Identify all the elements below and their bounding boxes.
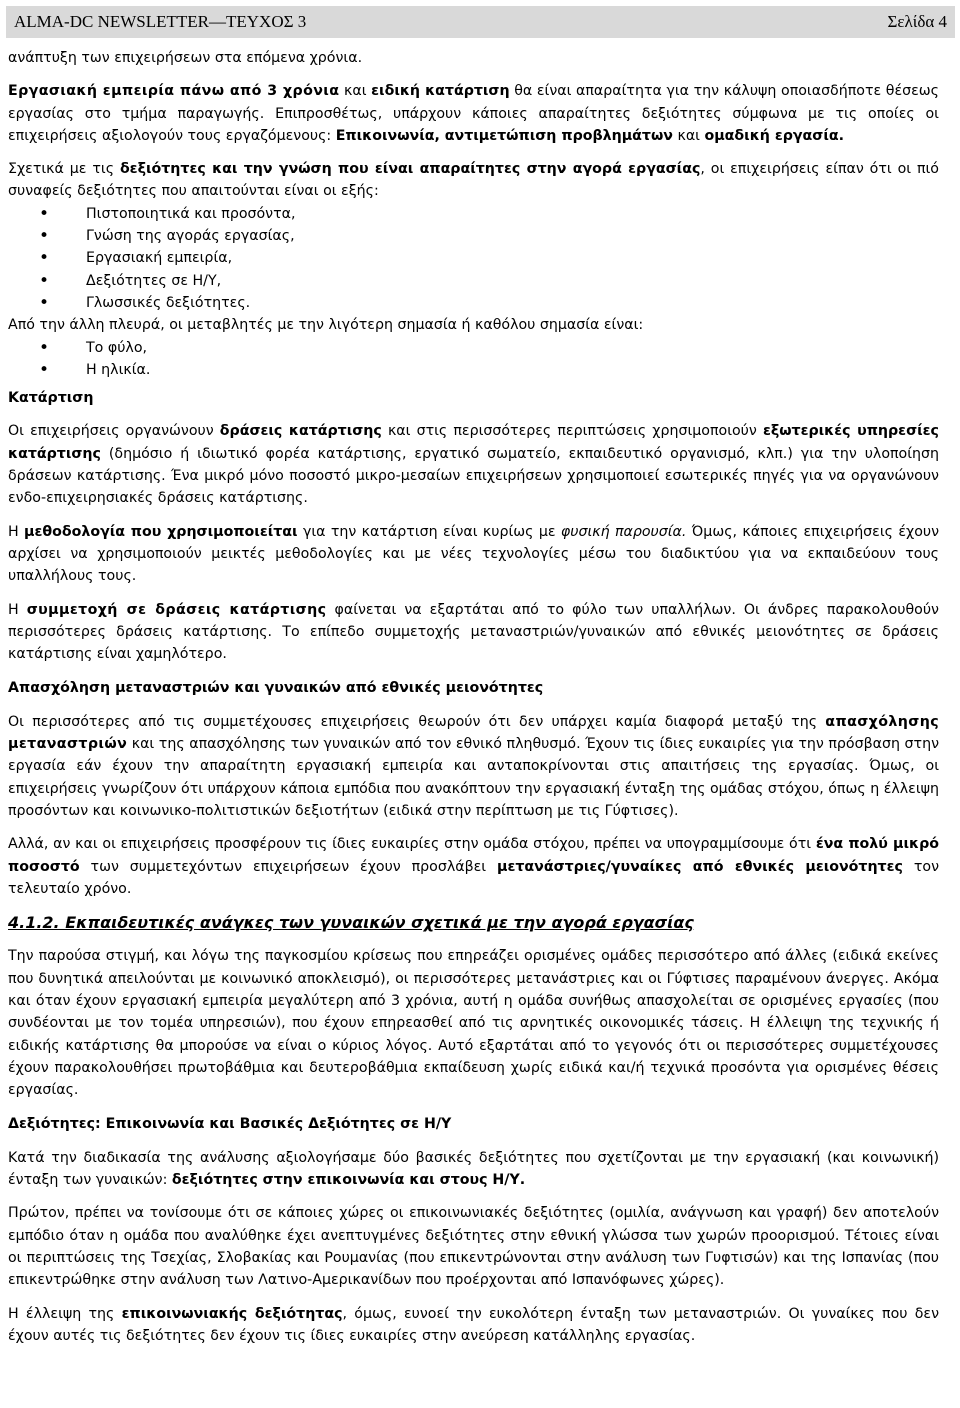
variables-list xyxy=(8,337,939,382)
paragraph-lack-of-skills: Η έλλειψη της επικοινωνιακής δεξιότητας, όμως, ευνοεί την ευκολότερη ένταξη των μεταναστριών. Οι γυναίκες που δεν έχουν αυτές τις δεξιότητες δεν έχουν τις ίδιες ευκαιρίες στην ανεύρεση κατάλληλης εργασίας. xyxy=(8,1305,940,1344)
heading-section-4-1-2: 4.1.2. Εκπαιδευτικές ανάγκες των γυναικών σχετικά με την αγορά εργασίας xyxy=(8,913,694,933)
paragraph-1: ανάπτυξη των επιχειρήσεων στα επόμενα χρόνια. xyxy=(8,50,363,66)
paragraph-analysis: Κατά την διαδικασία της ανάλυσης αξιολογήσαμε δύο βασικές δεξιότητες που σχετίζονται με την εργασιακή (και κοινωνική) ένταξη των γυναικών: δεξιότητες στην επικοινωνία και στους Η/Υ. xyxy=(8,1149,939,1189)
paragraph-participation: Η συμμετοχή σε δράσεις κατάρτισης φαίνεται να εξαρτάται από το φύλο των υπαλλήλων. Οι άνδρες παρακολουθούν περισσότερες δράσεις κατάρτισης. Το επίπεδο συμμετοχής μεταναστριών/γυναικών από εθνικές μειονότητες σε δράσεις κατάρτισης είναι χαμηλότερο. xyxy=(8,601,939,663)
paragraph-hiring: Αλλά, αν και οι επιχειρήσεις προσφέρουν τις ίδιες ευκαιρίες στην ομάδα στόχου, πρέπει να υπογραμμίσουμε ότι ένα πολύ μικρό ποσοστό των συμμετεχόντων επιχειρήσεων έχουν προσλάβει μετανάστριες/γυναίκες από εθνικές μειονότητες τον τελευταίο χρόνο. xyxy=(8,836,939,897)
list-item: • Το φύλο, xyxy=(8,337,939,359)
paragraph-communication: Πρώτον, πρέπει να τονίσουμε ότι σε κάποιες χώρες οι επικοινωνιακές δεξιότητες (ομιλία, ανάγνωση και γραφή) δεν αποτελούν εμπόδιο όταν η ομάδα που αναλύθηκε έχει ανεπτυγμένες δεξιότητες στην εθνική γλώσσα των χωρών προορισμού. Τέτοιες είναι οι περιπτώσεις της Τσεχίας, Σλοβακίας και Ρουμανίας (που επικεντρώνονται στην ανάλυση των Γυφτισών) και της Ισπανίας (που επικεντρώθηκε στην ανάλυση των Λατινο-Αμερικανίδων που προέρχονται από Ισπανόφωνες χώρες). xyxy=(8,1205,939,1289)
list-item: • Γλωσσικές δεξιότητες. xyxy=(8,292,939,314)
list-item: • Δεξιότητες σε Η/Υ, xyxy=(8,270,939,292)
paragraph-training-actions: Οι επιχειρήσεις οργανώνουν δράσεις κατάρτισης και στις περισσότερες περιπτώσεις χρησιμοποιούν εξωτερικές υπηρεσίες κατάρτισης (δημόσιο ή ιδιωτικό φορέα κατάρτισης, εργατικό σωματείο, εκπαιδευτικό οργανισμό, κλπ.) για την υλοποίηση δράσεων κατάρτισης. Ένα μικρό μόνο ποσοστό μικρο-μεσαίων επιχειρήσεων χρησιμοποιεί εσωτερικές πηγές για να οργανώνουν ενδο-επιχειρησιακές δράσεις κατάρτισης. xyxy=(8,423,939,507)
paragraph-methodology: Η μεθοδολογία που χρησιμοποιείται για την κατάρτιση είναι κυρίως με φυσική παρουσία. Όμως, κάποιες επιχειρήσεις έχουν αρχίσει να χρησιμοποιούν μεικτές μεθοδολογίες και με νέες τεχνολογίες μέσω του διαδικτύου για να εκπαιδεύουν τους υπαλλήλους τους. xyxy=(8,523,940,585)
paragraph-crisis: Την παρούσα στιγμή, και λόγω της παγκοσμίου κρίσεως που επηρεάζει ορισμένες ομάδες περισσότερο από άλλες (ειδικά εκείνες που δυνητικά απειλούνται με κοινωνικό αποκλεισμό), οι περισσότερες μετανάστριες και οι Γύφτισες παραμένουν άνεργες. Ακόμα και όταν έχουν εργασιακή εμπειρία μεγαλύτερη από 3 χρόνια, αυτή η ομάδα συνήθως απασχολείται σε ορισμένες εργασίες (που συνδέονται με τον τομέα υπηρεσιών), που έχουν επηρεασθεί από τις αρνητικές οικονομικές τάσεις. Η έλλειψη της τεχνικής ή ειδικής κατάρτισης θα μπορούσε να είναι ο κύριος λόγος. Αυτό εξαρτάται από το γεγονός ότι οι περισσότερες συμμετέχουσες έχουν παρακολουθήσει πρωτοβάθμια και δευτεροβάθμια εκπαίδευση χωρίς ειδικά και/ή τεχνικά προσόντα για ορισμένες θέσεις εργασίας. xyxy=(8,948,939,1099)
newsletter-title: ALMA-DC NEWSLETTER—ΤΕΥΧΟΣ 3 xyxy=(14,12,307,31)
paragraph-experience: Εργασιακή εμπειρία πάνω από 3 χρόνια και ειδική κατάρτιση θα είναι απαραίτητα για την κάλυψη οποιασδήποτε θέσεως εργασίας στο τμήμα παραγωγής. Επιπροσθέτως, υπάρχουν κάποιες απαραίτητες δεξιότητες σύμφωνα με τις οποίες οι επιχειρήσεις αξιολογούν τους εργαζόμενους: Επικοινωνία, αντιμετώπιση προβλημάτων και ομαδική εργασία. xyxy=(8,83,939,144)
list-item: • Η ηλικία. xyxy=(8,359,939,381)
heading-employment: Απασχόληση μεταναστριών και γυναικών από εθνικές μειονότητες xyxy=(8,680,544,697)
heading-training: Κατάρτιση xyxy=(8,390,94,407)
paragraph-variables: Από την άλλη πλευρά, οι μεταβλητές με την λιγότερη σημασία ή καθόλου σημασία είναι: xyxy=(8,317,644,334)
page-header xyxy=(6,6,955,38)
list-item: • Γνώση της αγοράς εργασίας, xyxy=(8,225,939,247)
paragraph-skills-intro: Σχετικά με τις δεξιότητες και την γνώση που είναι απαραίτητες στην αγορά εργασίας, οι επιχειρήσεις είπαν ότι οι πιό συναφείς δεξιότητες που απαιτούνται είναι οι εξής: xyxy=(8,161,939,200)
list-item: • Εργασιακή εμπειρία, xyxy=(8,247,939,269)
list-item: • Πιστοποιητικά και προσόντα, xyxy=(8,203,939,225)
skills-list xyxy=(8,203,939,314)
paragraph-employment: Οι περισσότερες από τις συμμετέχουσες επιχειρήσεις θεωρούν ότι δεν υπάρχει καμία διαφορά μεταξύ της απασχόλησης μεταναστριών και της απασχόλησης των γυναικών από τον εθνικό πληθυσμό. Έχουν τις ίδιες ευκαιρίες για την πρόσβαση στην εργασία εάν έχουν την απαραίτητη εργασιακή εμπειρία και ανταποκρίνονται στις απαιτήσεις της εργασίας. Όμως, οι επιχειρήσεις γνωρίζουν ότι υπάρχουν κάποια εμπόδια που ανακόπτουν την εργασιακή ένταξη της ομάδας στόχου, όπως η έλλειψη προσόντων και κοινωνικο-πολιτιστικών δεξιοτήτων (ειδικά στην περίπτωση με τις Γύφτισες). xyxy=(8,713,939,819)
page-number: Σελίδα 4 xyxy=(887,12,947,31)
heading-skills: Δεξιότητες: Επικοινωνία και Βασικές Δεξιότητες σε Η/Υ xyxy=(8,1116,452,1133)
article-body xyxy=(8,47,939,1347)
